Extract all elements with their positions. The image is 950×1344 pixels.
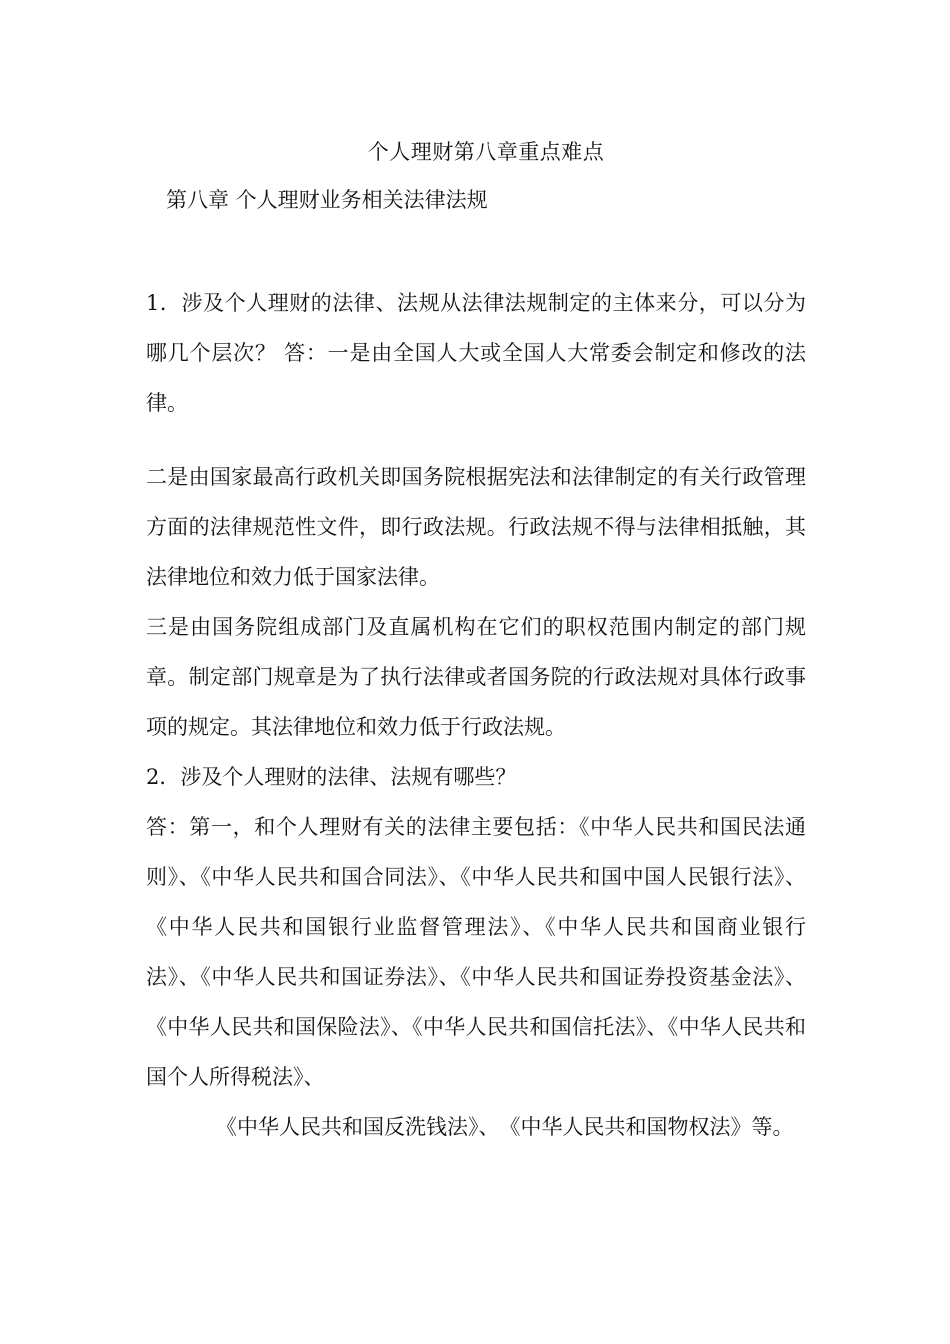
paragraph-level-3: 三是由国务院组成部门及直属机构在它们的职权范围内制定的部门规章。制定部门规章是为了执行法律或者国务院的行政法规对具体行政事项的规定。其法律地位和效力低于行政法规。 [146,615,806,739]
paragraph-answer-2: 答：第一，和个人理财有关的法律主要包括：《中华人民共和国民法通则》、《中华人民共和国合同法》、《中华人民共和国中国人民银行法》、《中华人民共和国银行业监督管理法》、《中华人民共和国商业银行法》、《中华人民共和国证券法》、《中华人民共和国证券投资基金法》、《中华人民共和国保险法》、《中华人民共和国信托法》、《中华人民共和国个人所得税法》、 [146,815,806,1089]
chapter-heading: 第八章 个人理财业务相关法律法规 [166,188,488,212]
paragraph-answer-2-continued: 《中华人民共和国反洗钱法》、 《中华人民共和国物权法》等。 [216,1115,794,1139]
document-title: 个人理财第八章重点难点 [367,140,605,164]
paragraph-question-2: 2．涉及个人理财的法律、法规有哪些？ [146,765,517,789]
paragraph-question-1: 1．涉及个人理财的法律、法规从法律法规制定的主体来分，可以分为哪几个层次？ 答：一是由全国人大或全国人大常委会制定和修改的法律。 [146,291,806,415]
paragraph-level-2: 二是由国家最高行政机关即国务院根据宪法和法律制定的有关行政管理方面的法律规范性文件，即行政法规。行政法规不得与法律相抵触，其法律地位和效力低于国家法律。 [146,465,806,589]
